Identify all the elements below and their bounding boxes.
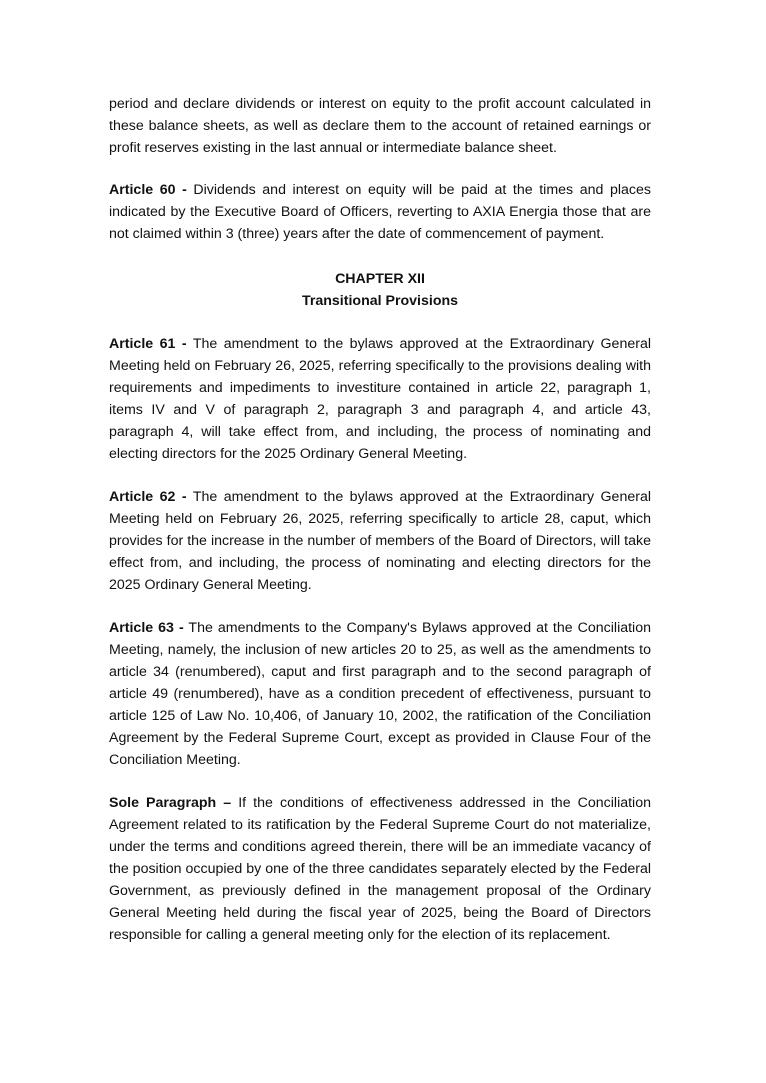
article-61-text: The amendment to the bylaws approved at the Extraordinary General Meeting held on February 26, 2025, referring specifically to the provisions dealing with requirements and impediments to investiture contained in article 22, paragraph 1, items IV and V of paragraph 2, paragraph 3 and paragraph 4, and article 43, paragraph 4, will take effect from, and including, the process of nominating and electing directors for the 2025 Ordinary General Meeting.: [109, 336, 651, 462]
continuation-text: period and declare dividends or interest on equity to the profit account calculated in these balance sheets, as well as declare them to the account of retained earnings or profit reserves existing in the last annual or intermediate balance sheet.: [109, 96, 651, 156]
article-61: [109, 333, 651, 465]
article-63-label: Article 63 -: [109, 620, 184, 636]
chapter-title: Transitional Provisions: [301, 293, 459, 309]
chapter-number: CHAPTER XII: [335, 271, 425, 287]
article-62-text: The amendment to the bylaws approved at the Extraordinary General Meeting held on February 26, 2025, referring specifically to article 28, caput, which provides for the increase in the number of members of the Board of Directors, will take effect from, and including, the process of nominating and electing directors for the 2025 Ordinary General Meeting.: [109, 489, 651, 593]
article-61-label: Article 61 -: [109, 336, 187, 352]
sole-paragraph: [109, 792, 651, 946]
continuation-paragraph: [109, 93, 651, 159]
article-60-text: Dividends and interest on equity will be paid at the times and places indicated by the Executive Board of Officers, reverting to AXIA Energia those that are not claimed within 3 (three) years after the date of commencement of payment.: [109, 182, 651, 242]
sole-paragraph-label: Sole Paragraph –: [109, 795, 232, 811]
document-page: [109, 93, 651, 967]
article-63-text: The amendments to the Company's Bylaws approved at the Conciliation Meeting, namely, the inclusion of new articles 20 to 25, as well as the amendments to article 34 (renumbered), caput and first paragraph and to the second paragraph of article 49 (renumbered), have as a condition precedent of effectiveness, pursuant to article 125 of Law No. 10,406, of January 10, 2002, the ratification of the Conciliation Agreement by the Federal Supreme Court, except as provided in Clause Four of the Conciliation Meeting.: [109, 620, 651, 768]
sole-paragraph-text: If the conditions of effectiveness addressed in the Conciliation Agreement related to its ratification by the Federal Supreme Court do not materialize, under the terms and conditions agreed therein, there will be an immediate vacancy of the position occupied by one of the three candidates separately elected by the Federal Government, as previously defined in the management proposal of the Ordinary General Meeting held during the fiscal year of 2025, being the Board of Directors responsible for calling a general meeting only for the election of its replacement.: [109, 795, 651, 943]
article-62-label: Article 62 -: [109, 489, 187, 505]
article-60-label: Article 60 -: [109, 182, 187, 198]
article-62: [109, 486, 651, 596]
article-63: [109, 617, 651, 771]
chapter-heading: [109, 268, 651, 312]
article-60: [109, 179, 651, 245]
